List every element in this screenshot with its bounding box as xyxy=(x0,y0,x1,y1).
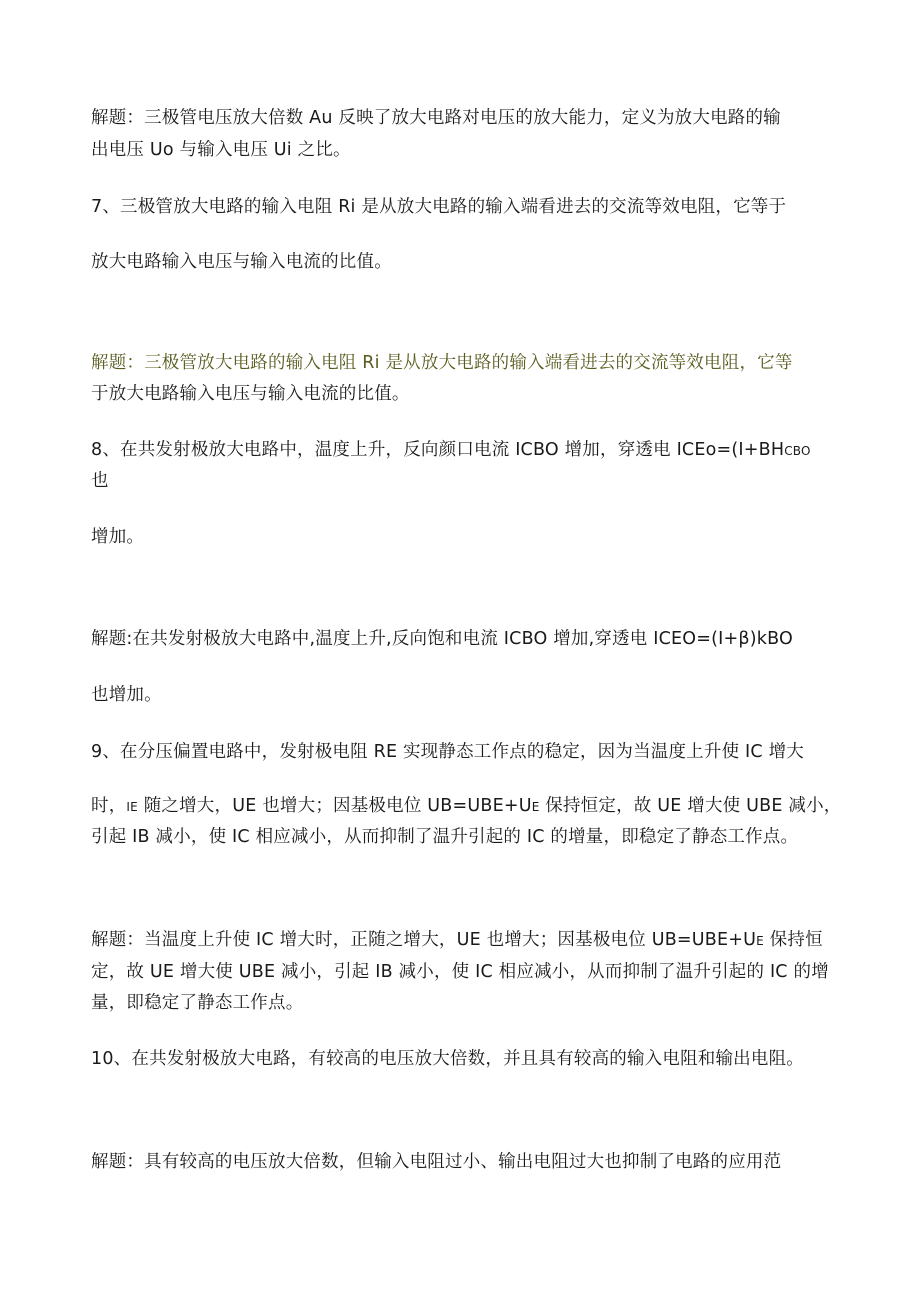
question-8-line-1 xyxy=(91,438,811,463)
question-10-line-1: 10、在共发射极放大电路，有较高的电压放大倍数，并且具有较高的输入电阻和输出电阻。 xyxy=(91,1049,804,1069)
q9-subscript-ie: IE xyxy=(126,800,138,814)
explanation-8-line-1: 解题:在共发射极放大电路中,温度上升,反向饱和电流 ICBO 增加,穿透电 ICEO=(I+β)kBO xyxy=(91,629,793,649)
e9-text-a: 解题：当温度上升使 IC 增大时，正随之增大，UE 也增大；因基极电位 UB=UBE+U xyxy=(91,930,757,950)
question-8-line-2: 也 xyxy=(91,471,109,491)
explanation-7-line-1: 解题：三极管放大电路的输入电阻 Ri 是从放大电路的输入端看进去的交流等效电阻，它等 xyxy=(91,353,793,373)
q9-text-a: 时， xyxy=(91,796,127,816)
explanation-9-line-1 xyxy=(91,928,823,953)
question-8-line-3: 增加。 xyxy=(91,527,145,547)
q9-text-c: 保持恒定，故 UE 增大使 UBE 减小， xyxy=(539,796,842,816)
question-8-subscript: CBO xyxy=(784,444,811,458)
explanation-9-line-2: 定，故 UE 增大使 UBE 减小，引起 IB 减小，使 IC 相应减小，从而抑制了温升引起的 IC 的增 xyxy=(91,962,829,982)
explanation-6-line-1: 解题：三极管电压放大倍数 Au 反映了放大电路对电压的放大能力，定义为放大电路的输 xyxy=(91,108,781,128)
q9-text-b: 随之增大，UE 也增大；因基极电位 UB=UBE+U xyxy=(137,796,532,816)
question-9-line-3: 引起 IB 减小，使 IC 相应减小，从而抑制了温升引起的 IC 的增量，即稳定了静态工作点。 xyxy=(91,827,799,847)
explanation-8-line-2: 也增加。 xyxy=(91,685,162,705)
explanation-9-line-3: 量，即稳定了静态工作点。 xyxy=(91,993,304,1013)
explanation-7-line-2: 于放大电路输入电压与输入电流的比值。 xyxy=(91,384,410,404)
explanation-10-line-1: 解题：具有较高的电压放大倍数，但输入电阻过小、输出电阻过大也抑制了电路的应用范 xyxy=(91,1152,782,1172)
explanation-6-line-2: 出电压 Uo 与输入电压 Ui 之比。 xyxy=(91,140,351,160)
question-7-line-1: 7、三极管放大电路的输入电阻 Ri 是从放大电路的输入端看进去的交流等效电阻，它等于 xyxy=(91,197,787,217)
question-8-text: 8、在共发射极放大电路中，温度上升，反向颜口电流 ICBO 增加，穿透电 ICEo=(I+BH xyxy=(91,440,785,460)
q9-subscript-e: E xyxy=(531,800,540,814)
e9-subscript-e: E xyxy=(756,934,764,948)
question-7-line-2: 放大电路输入电压与输入电流的比值。 xyxy=(91,252,392,272)
question-9-line-2 xyxy=(91,794,841,819)
question-9-line-1: 9、在分压偏置电路中，发射极电阻 RE 实现静态工作点的稳定，因为当温度上升使 IC 增大 xyxy=(91,742,804,762)
e9-text-b: 保持恒 xyxy=(763,930,823,950)
